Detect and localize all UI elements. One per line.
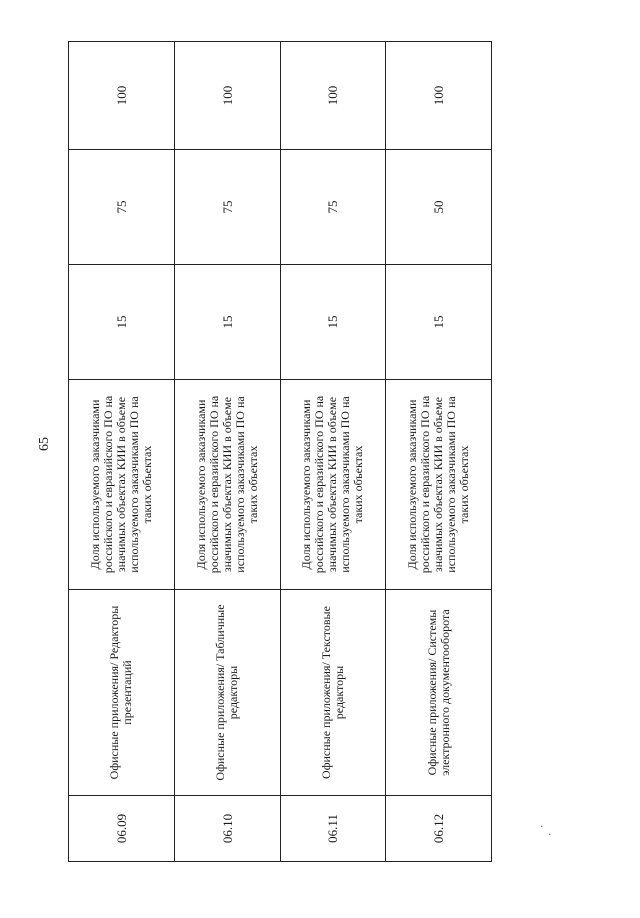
row-value-2: 75 — [69, 150, 175, 265]
row-indicator: Доля используемого заказчиками российского и евразийского ПО на значимых объектах КИИ в объеме используемого заказчиками ПО на таких объектах — [280, 380, 386, 590]
row-code: 06.09 — [69, 796, 175, 862]
row-name: Офисные приложения/ Текстовые редакторы — [280, 590, 386, 796]
row-name: Офисные приложения/ Табличные редакторы — [174, 590, 280, 796]
row-value-3: 100 — [69, 42, 175, 150]
row-indicator: Доля используемого заказчиками российского и евразийского ПО на значимых объектах КИИ в объеме используемого заказчиками ПО на таких объектах — [386, 380, 492, 590]
row-value-1: 15 — [174, 265, 280, 380]
row-value-3: 100 — [280, 42, 386, 150]
row-value-1: 15 — [386, 265, 492, 380]
document-table-wrapper — [68, 42, 492, 862]
scan-speck: · — [540, 822, 544, 833]
document-table — [68, 41, 492, 862]
table-row — [174, 42, 280, 862]
row-value-2: 50 — [386, 150, 492, 265]
row-value-3: 100 — [386, 42, 492, 150]
table-row — [69, 42, 175, 862]
row-name: Офисные приложения/ Редакторы презентаций — [69, 590, 175, 796]
row-code: 06.11 — [280, 796, 386, 862]
row-value-1: 15 — [69, 265, 175, 380]
row-indicator: Доля используемого заказчиками российского и евразийского ПО на значимых объектах КИИ в объеме используемого заказчиками ПО на таких объектах — [174, 380, 280, 590]
row-code: 06.12 — [386, 796, 492, 862]
page-number: 65 — [37, 437, 52, 451]
row-value-3: 100 — [174, 42, 280, 150]
row-code: 06.10 — [174, 796, 280, 862]
row-value-2: 75 — [280, 150, 386, 265]
table-row — [280, 42, 386, 862]
row-name: Офисные приложения/ Системы электронного документооборота — [386, 590, 492, 796]
table-row — [386, 42, 492, 862]
row-value-1: 15 — [280, 265, 386, 380]
row-indicator: Доля используемого заказчиками российского и евразийского ПО на значимых объектах КИИ в объеме используемого заказчиками ПО на таких объектах — [69, 380, 175, 590]
rotated-table-frame — [68, 42, 492, 862]
row-value-2: 75 — [174, 150, 280, 265]
scan-speck: · — [548, 830, 552, 841]
